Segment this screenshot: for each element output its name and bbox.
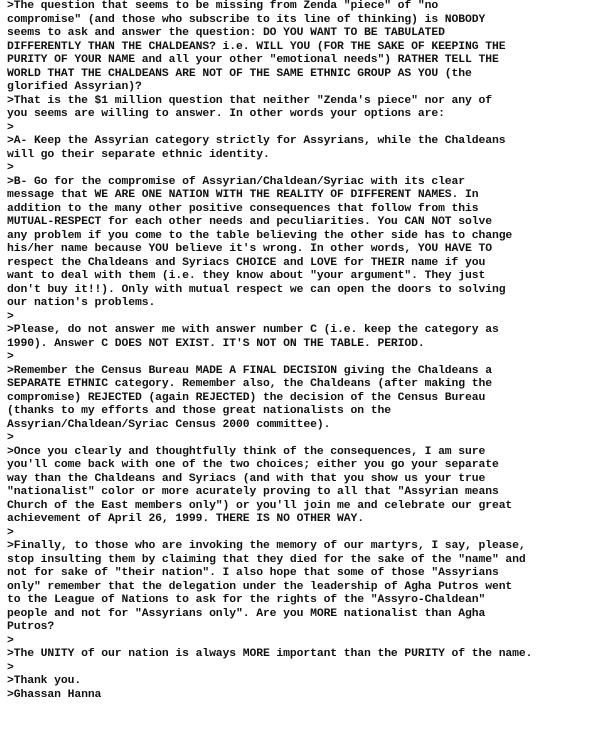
text-line: >Remember the Census Bureau MADE A FINAL DECISION giving the Chaldeans a xyxy=(7,364,492,377)
text-line: achievement of April 26, 1999. THERE IS NO OTHER WAY. xyxy=(7,513,364,525)
text-line: MUTUAL-RESPECT for each other needs and peculiarities. You CAN NOT solve xyxy=(7,216,492,228)
text-line: > xyxy=(7,351,14,363)
text-line: >Thank you. xyxy=(7,675,82,687)
text-line: his/her name because YOU believe it's wrong. In other words, YOU HAVE TO xyxy=(7,243,492,255)
text-line: >The UNITY of our nation is always MORE important than the PURITY of the name. xyxy=(7,648,533,660)
text-line: to the League of Nations to ask for the rights of the "Assyro-Chaldean" xyxy=(7,594,486,606)
text-line: addition to the many other positive consequences that follow from this xyxy=(7,202,479,215)
text-line: >Ghassan Hanna xyxy=(7,688,102,701)
text-line: respect the Chaldeans and Syriacs CHOICE and LOVE for THEIR name if you xyxy=(7,256,486,269)
text-line: PURITY OF YOUR NAME and all your other "emotional needs") RATHER TELL THE xyxy=(7,54,499,66)
text-line: Assyrian/Chaldean/Syriac Census 2000 committee). xyxy=(7,418,331,431)
text-line: our nation's problems. xyxy=(7,297,156,309)
text-line: > xyxy=(7,162,14,174)
text-line: > xyxy=(7,121,14,134)
text-line: glorified Assyrian)? xyxy=(7,81,142,93)
text-line: any problem if you come to the table believing the other side has to change xyxy=(7,229,513,242)
text-line: you seems are willing to answer. In other words your options are: xyxy=(7,108,445,120)
text-line: >Once you clearly and thoughtfully think of the consequences, I am sure xyxy=(7,445,486,458)
text-line: 1990). Answer C DOES NOT EXIST. IT'S NOT ON THE TABLE. PERIOD. xyxy=(7,337,425,350)
text-line: will go their separate ethnic identity. xyxy=(7,148,270,161)
text-line: >That is the $1 million question that neither "Zenda's piece" nor any of xyxy=(7,94,492,107)
text-line: compromise) REJECTED (again REJECTED) the decision of the Census Bureau xyxy=(7,391,486,404)
text-line: compromise" (and those who subscribe to its line of thinking) is NOBODY xyxy=(7,13,486,26)
text-line: > xyxy=(7,310,14,323)
text-line: > xyxy=(7,661,14,674)
text-line: DIFFERENTLY THAN THE CHALDEANS? i.e. WILL YOU (FOR THE SAKE OF KEEPING THE xyxy=(7,40,506,53)
text-line: >B- Go for the compromise of Assyrian/Chaldean/Syriac with its clear xyxy=(7,175,466,188)
text-line: >A- Keep the Assyrian category strictly for Assyrians, while the Chaldeans xyxy=(7,135,506,147)
text-line: >The question that seems to be missing from Zenda "piece" of "no xyxy=(7,0,439,12)
email-document-body xyxy=(7,0,597,702)
text-line: > xyxy=(7,432,14,444)
text-line: stop insulting them by claiming that they died for the sake of the "name" and xyxy=(7,553,526,566)
text-line: not for sake of "their nation". I also hope that some of those "Assyrians xyxy=(7,567,499,579)
text-line: Putros? xyxy=(7,621,55,633)
text-line: people and not for "Assyrians only". Are you MORE nationalist than Agha xyxy=(7,607,486,620)
text-line: (thanks to my efforts and those great nationalists on the xyxy=(7,405,391,417)
text-line: > xyxy=(7,634,14,647)
text-line: you'll come back with one of the two choices; either you go your separate xyxy=(7,459,499,471)
text-line: WORLD THAT THE CHALDEANS ARE NOT OF THE SAME ETHNIC GROUP AS YOU (the xyxy=(7,67,472,80)
text-line: seems to ask and answer the question: DO YOU WANT TO BE TABULATED xyxy=(7,27,445,39)
text-line: don't buy it!!). Only with mutual respect we can open the doors to solving xyxy=(7,283,506,296)
text-line: >Finally, to those who are invoking the memory of our martyrs, I say, please, xyxy=(7,540,526,552)
text-line: >Please, do not answer me with answer number C (i.e. keep the category as xyxy=(7,324,499,336)
text-line: way than the Chaldeans and Syriacs (and with that you show us your true xyxy=(7,472,486,485)
text-line: want to deal with them (i.e. they know about "your argument". They just xyxy=(7,270,486,282)
text-line: Church of the East members only") or you'll join me and celebrate our great xyxy=(7,499,513,512)
text-line: SEPARATE ETHNIC category. Remember also, the Chaldeans (after making the xyxy=(7,378,492,390)
text-line: > xyxy=(7,526,14,539)
text-line: only" remember that the delegation under the leadership of Agha Putros went xyxy=(7,580,513,593)
text-line: message that WE ARE ONE NATION WITH THE REALITY OF DIFFERENT NAMES. In xyxy=(7,189,479,201)
text-line: "nationalist" color or more acurately proving to all that "Assyrian means xyxy=(7,486,499,498)
